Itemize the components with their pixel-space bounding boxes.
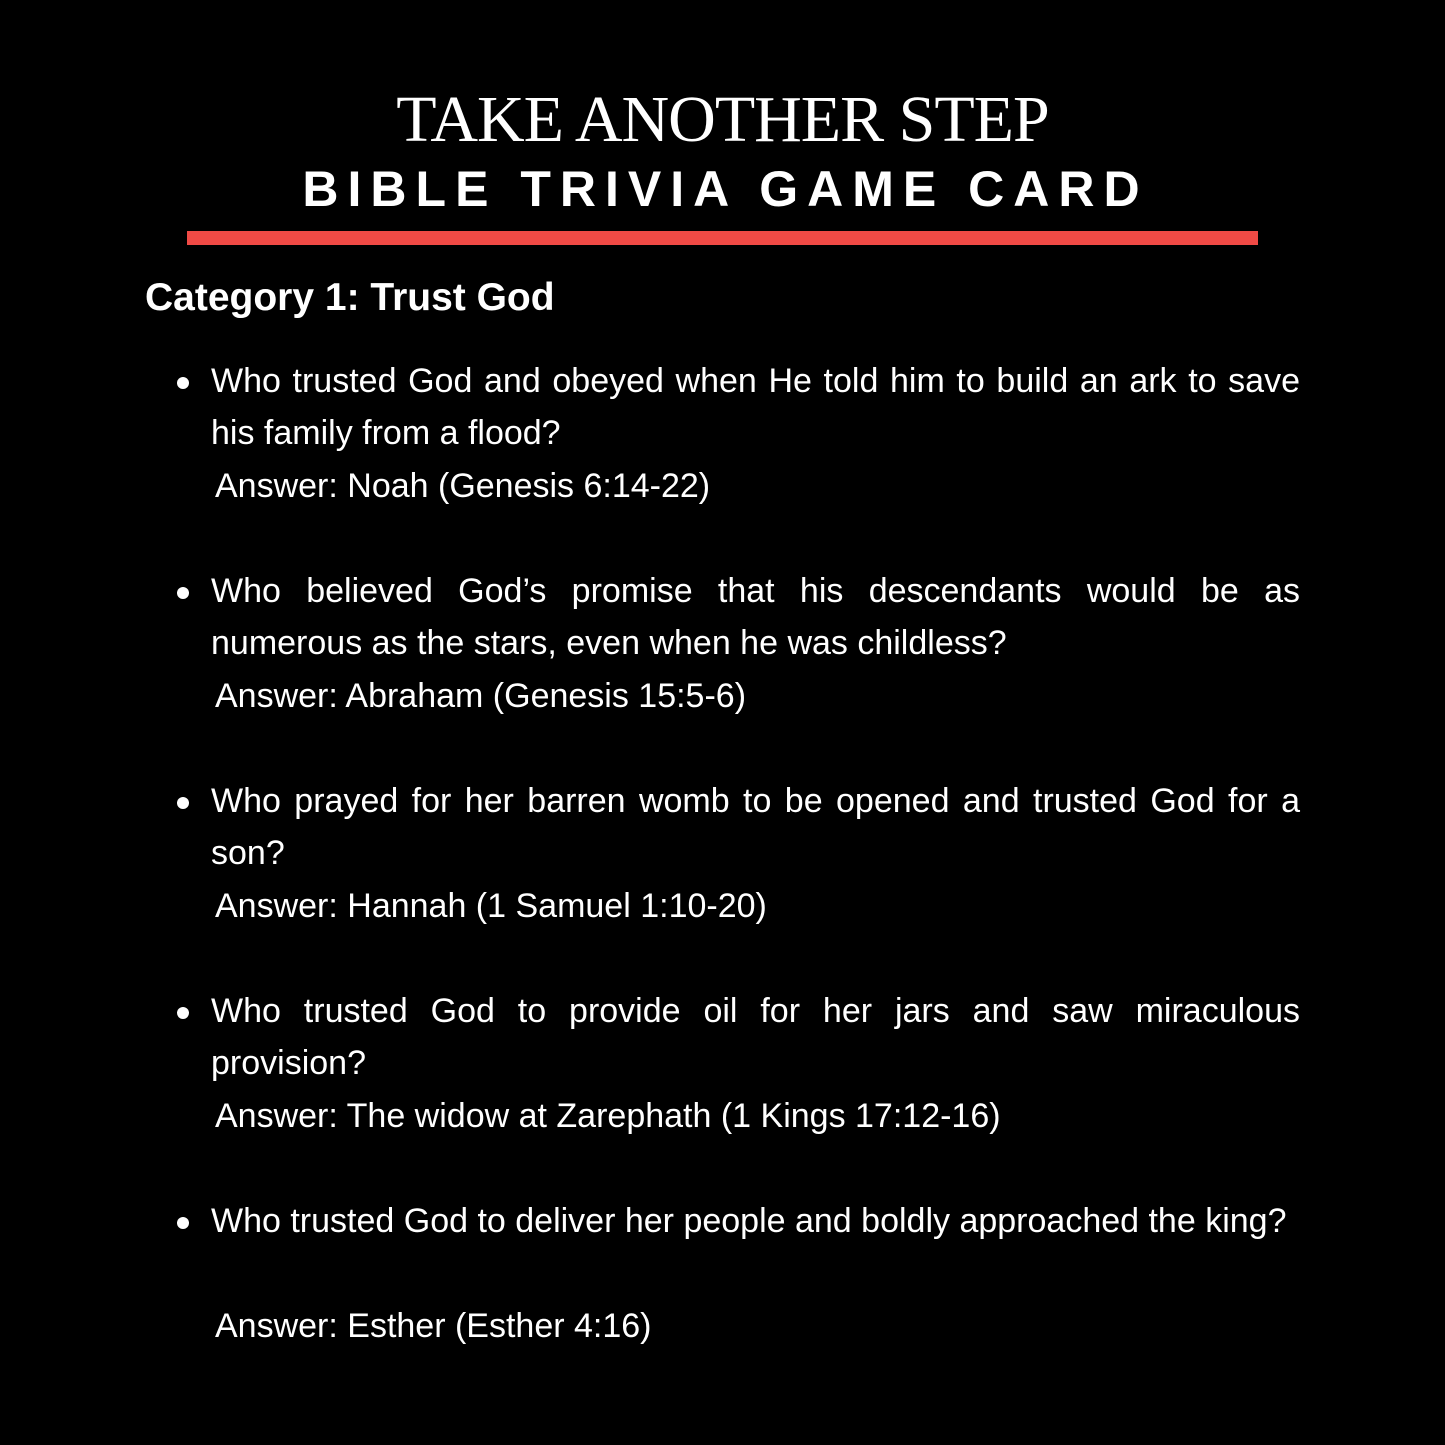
- accent-divider: [187, 231, 1258, 245]
- answer-text: Answer: The widow at Zarephath (1 Kings 17:12-16): [215, 1097, 1001, 1135]
- question-text: Who believed God’s promise that his descendants would be as numerous as the stars, even when he was childless?: [211, 572, 1300, 662]
- bullet-icon: [177, 377, 189, 389]
- answer-text: Answer: Noah (Genesis 6:14-22): [215, 467, 711, 505]
- question-text: Who trusted God to provide oil for her jars and saw miraculous provision?: [211, 992, 1300, 1082]
- answer-text: Answer: Esther (Esther 4:16): [215, 1307, 652, 1345]
- question-item: [0, 565, 1445, 775]
- bullet-icon: [177, 1007, 189, 1019]
- question-text: Who prayed for her barren womb to be opened and trusted God for a son?: [211, 782, 1300, 872]
- question-item: [0, 985, 1445, 1195]
- bullet-icon: [177, 587, 189, 599]
- bullet-icon: [177, 1217, 189, 1229]
- question-list: [0, 355, 1445, 1405]
- answer-text: Answer: Hannah (1 Samuel 1:10-20): [215, 887, 767, 925]
- card-title: TAKE ANOTHER STEP: [396, 83, 1049, 156]
- answer-text: Answer: Abraham (Genesis 15:5-6): [215, 677, 747, 715]
- question-text: Who trusted God and obeyed when He told him to build an ark to save his family from a flood?: [211, 362, 1300, 452]
- question-text: Who trusted God to deliver her people and boldly approached the king?: [211, 1202, 1287, 1240]
- question-item: [0, 355, 1445, 565]
- card-subtitle: BIBLE TRIVIA GAME CARD: [302, 161, 1149, 217]
- bullet-icon: [177, 797, 189, 809]
- question-item: [0, 1195, 1445, 1405]
- category-heading: Category 1: Trust God: [145, 276, 555, 319]
- question-item: [0, 775, 1445, 985]
